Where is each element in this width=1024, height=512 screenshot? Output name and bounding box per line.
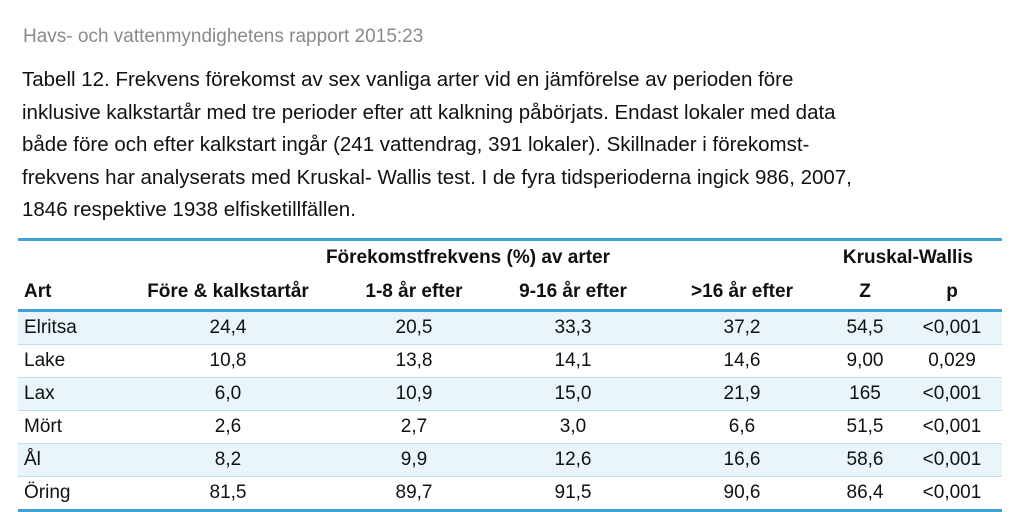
cell-9-16: 33,3	[554, 317, 592, 338]
table-body	[18, 312, 1002, 509]
table-row	[18, 378, 1002, 410]
column-header-z: Z	[859, 281, 871, 302]
cell-over-16: 21,9	[723, 383, 761, 404]
caption-line: Tabell 12. Frekvens förekomst av sex vanliga arter vid en jämförelse av perioden före	[22, 68, 794, 91]
cell-before: 2,6	[214, 416, 242, 437]
group-header-frequency: Förekomstfrekvens (%) av arter	[325, 247, 611, 268]
cell-1-8: 20,5	[395, 317, 433, 338]
cell-z: 54,5	[846, 317, 884, 338]
cell-z: 86,4	[846, 482, 884, 503]
table-row	[18, 345, 1002, 377]
species-frequency-table	[18, 238, 1002, 512]
cell-art: Öring	[24, 482, 71, 503]
cell-art: Elritsa	[24, 317, 77, 338]
cell-before: 81,5	[209, 482, 247, 503]
cell-over-16: 14,6	[723, 350, 761, 371]
cell-z: 58,6	[846, 449, 884, 470]
cell-p: <0,001	[922, 416, 982, 437]
group-header-row	[18, 241, 1002, 275]
cell-over-16: 90,6	[723, 482, 761, 503]
caption-line: 1846 respektive 1938 elfisketillfällen.	[22, 198, 356, 221]
cell-9-16: 15,0	[554, 383, 592, 404]
cell-over-16: 16,6	[723, 449, 761, 470]
column-header-art: Art	[24, 281, 52, 302]
cell-1-8: 9,9	[400, 449, 428, 470]
cell-1-8: 89,7	[395, 482, 433, 503]
column-header-1-8: 1-8 år efter	[365, 281, 463, 302]
report-header: Havs- och vattenmyndighetens rapport 2015:23	[23, 26, 424, 47]
table-row	[18, 411, 1002, 443]
cell-9-16: 14,1	[554, 350, 592, 371]
cell-9-16: 12,6	[554, 449, 592, 470]
cell-before: 24,4	[209, 317, 247, 338]
cell-p: <0,001	[922, 317, 982, 338]
cell-1-8: 13,8	[395, 350, 433, 371]
cell-9-16: 3,0	[559, 416, 587, 437]
cell-1-8: 2,7	[400, 416, 428, 437]
caption-line: både före och efter kalkstart ingår (241 vattendrag, 391 lokaler). Skillnader i förekomst-	[22, 133, 810, 156]
cell-z: 9,00	[846, 350, 884, 371]
cell-before: 10,8	[209, 350, 247, 371]
column-header-row	[18, 275, 1002, 309]
cell-p: <0,001	[922, 482, 982, 503]
cell-before: 6,0	[214, 383, 242, 404]
caption-line: inklusive kalkstartår med tre perioder efter att kalkning påbörjats. Endast lokaler med data	[22, 100, 836, 124]
cell-z: 165	[849, 383, 881, 404]
cell-art: Lake	[24, 350, 66, 371]
cell-p: <0,001	[922, 383, 982, 404]
cell-over-16: 6,6	[728, 416, 756, 437]
cell-art: Mört	[24, 416, 62, 437]
table-caption	[22, 64, 1012, 227]
column-header-p: p	[946, 281, 958, 302]
caption-line: frekvens har analyserats med Kruskal- Wallis test. I de fyra tidsperioderna ingick 986, 2007,	[22, 165, 852, 189]
column-header-over-16: >16 år efter	[691, 281, 793, 302]
column-header-before: Före & kalkstartår	[147, 281, 309, 302]
group-header-kruskal-wallis: Kruskal-Wallis	[842, 247, 974, 268]
cell-over-16: 37,2	[723, 317, 761, 338]
table-row	[18, 312, 1002, 344]
cell-9-16: 91,5	[554, 482, 592, 503]
cell-before: 8,2	[214, 449, 242, 470]
column-header-9-16: 9-16 år efter	[519, 281, 627, 302]
cell-art: Ål	[24, 449, 41, 470]
cell-p: 0,029	[928, 350, 976, 371]
table-row	[18, 477, 1002, 509]
cell-1-8: 10,9	[395, 383, 433, 404]
cell-z: 51,5	[846, 416, 884, 437]
cell-art: Lax	[24, 383, 55, 404]
table-row	[18, 444, 1002, 476]
cell-p: <0,001	[922, 449, 982, 470]
